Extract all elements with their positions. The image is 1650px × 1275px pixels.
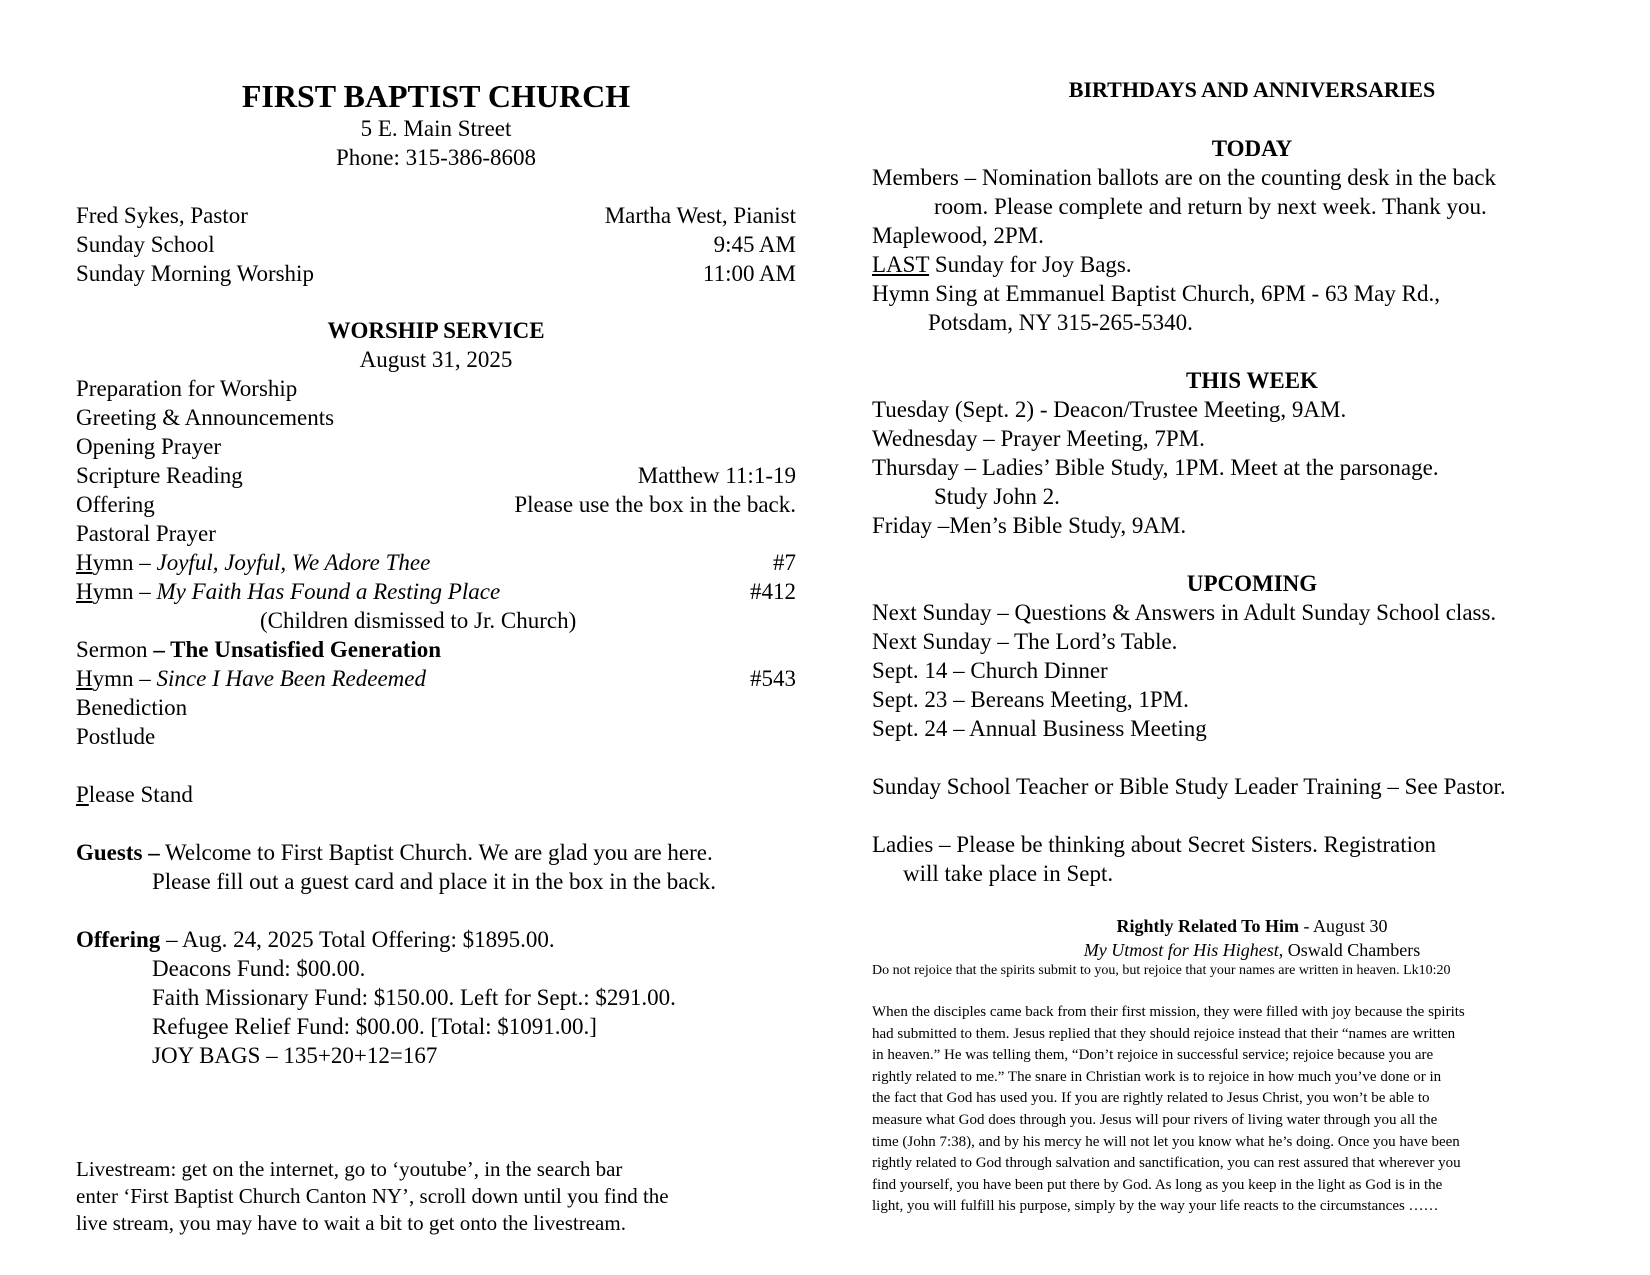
- children-note-row: [76, 606, 796, 635]
- guests-section: Guests – Welcome to First Baptist Church. We are glad you are here.: [76, 840, 713, 865]
- please-stand-note: Please Stand: [76, 782, 193, 807]
- sermon-title: – The Unsatisfied Generation: [153, 637, 442, 662]
- staff-right: 9:45 AM: [713, 232, 796, 257]
- sermon-item: [76, 635, 796, 664]
- hymn-item: [76, 548, 796, 577]
- order-label: Postlude: [76, 724, 156, 749]
- service-date: August 31, 2025: [359, 347, 513, 372]
- offering-line: Faith Missionary Fund: $150.00. Left for Sept.: $291.00.: [152, 985, 676, 1010]
- order-label: Offering: [76, 492, 155, 517]
- ladies-note-cont: will take place in Sept.: [903, 861, 1114, 886]
- order-label: Opening Prayer: [76, 434, 221, 459]
- today-item: Members – Nomination ballots are on the counting desk in the back: [872, 165, 1497, 190]
- devotional-verse: Do not rejoice that the spirits submit to you, but rejoice that your names are written in heaven. Lk10:20: [872, 963, 1451, 978]
- order-label: Preparation for Worship: [76, 376, 298, 401]
- week-item: Wednesday – Prayer Meeting, 7PM.: [872, 426, 1205, 451]
- week-item: Thursday – Ladies’ Bible Study, 1PM. Meet at the parsonage.: [872, 455, 1439, 480]
- ladies-note: Ladies – Please be thinking about Secret Sisters. Registration: [872, 832, 1437, 857]
- today-item-cont: Potsdam, NY 315-265-5340.: [928, 310, 1193, 335]
- church-address: 5 E. Main Street: [360, 116, 512, 141]
- upcoming-item: Next Sunday – Questions & Answers in Adult Sunday School class.: [872, 600, 1497, 625]
- order-item: [76, 519, 796, 548]
- order-label: Scripture Reading: [76, 463, 243, 488]
- week-item: Tuesday (Sept. 2) - Deacon/Trustee Meeting, 9AM.: [872, 397, 1347, 422]
- training-note: Sunday School Teacher or Bible Study Leader Training – See Pastor.: [872, 774, 1506, 799]
- guests-label: Guests –: [76, 840, 160, 865]
- hymn-title: Since I Have Been Redeemed: [156, 666, 426, 691]
- today-item-cont: room. Please complete and return by next week. Thank you.: [934, 194, 1487, 219]
- sermon-label: Sermon – The Unsatisfied Generation: [76, 637, 442, 662]
- offering-line: Refugee Relief Fund: $00.00. [Total: $1091.00.]: [152, 1014, 597, 1039]
- order-label: Benediction: [76, 695, 188, 720]
- devotional-source: My Utmost for His Highest, Oswald Chambers: [1083, 940, 1421, 960]
- staff-row: [76, 259, 796, 288]
- offering-line: JOY BAGS – 135+20+12=167: [152, 1043, 438, 1068]
- church-phone: Phone: 315-386-8608: [336, 145, 536, 170]
- order-item: [76, 374, 796, 403]
- birthdays-heading: BIRTHDAYS AND ANNIVERSARIES: [1068, 77, 1436, 102]
- hymn-number: #7: [773, 550, 796, 575]
- staff-row: [76, 201, 796, 230]
- order-item: [76, 403, 796, 432]
- offering-note: Please use the box in the back.: [514, 492, 796, 517]
- order-item: [76, 432, 796, 461]
- hymn-label: Hymn – My Faith Has Found a Resting Place: [76, 579, 501, 604]
- hymn-title: My Faith Has Found a Resting Place: [156, 579, 501, 604]
- order-item: [76, 461, 796, 490]
- week-item: Friday –Men’s Bible Study, 9AM.: [872, 513, 1187, 538]
- offering-line: Deacons Fund: $00.00.: [152, 956, 366, 981]
- upcoming-heading: UPCOMING: [1186, 571, 1318, 596]
- staff-row: [76, 230, 796, 259]
- children-note: (Children dismissed to Jr. Church): [260, 608, 577, 633]
- upcoming-item: Next Sunday – The Lord’s Table.: [872, 629, 1178, 654]
- upcoming-item: Sept. 23 – Bereans Meeting, 1PM.: [872, 687, 1189, 712]
- order-item: [76, 693, 796, 722]
- hymn-label: Hymn – Since I Have Been Redeemed: [76, 666, 426, 691]
- staff-right: Martha West, Pianist: [604, 203, 796, 228]
- service-title: WORSHIP SERVICE: [327, 318, 545, 343]
- hymn-title: Joyful, Joyful, We Adore Thee: [156, 550, 431, 575]
- scripture-ref: Matthew 11:1-19: [637, 463, 796, 488]
- today-item: LAST Sunday for Joy Bags.: [872, 252, 1132, 277]
- order-item: [76, 722, 796, 751]
- week-item-cont: Study John 2.: [934, 484, 1060, 509]
- today-item: Maplewood, 2PM.: [872, 223, 1044, 248]
- today-heading: TODAY: [1211, 136, 1293, 161]
- devotional-title: Rightly Related To Him - August 30: [1116, 916, 1388, 936]
- hymn-item: [76, 664, 796, 693]
- hymn-number: #543: [750, 666, 796, 691]
- hymn-number: #412: [750, 579, 796, 604]
- offering-label: Offering: [76, 927, 161, 952]
- staff-left: Sunday School: [76, 232, 215, 257]
- upcoming-item: Sept. 24 – Annual Business Meeting: [872, 716, 1207, 741]
- staff-left: Fred Sykes, Pastor: [76, 203, 248, 228]
- order-label: Pastoral Prayer: [76, 521, 216, 546]
- devotional-body: When the disciples came back from their first mission, they were filled with joy because the spirits had submitted to them. Jesus replied that they should rejoice instead that their “names are written in heaven.” He was telling them, “Don’t rejoice in successful service; rejoice because you are rightly related to me.” The snare in Christian work is to rejoice in how much you’ve done or in the fact that God has used you. If you are rightly related to Jesus Christ, you won’t be able to measure what God does through you. Jesus will pour rivers of living water through you all the time (John 7:38), and by his mercy he will not let you know what he’s doing. Once you have been rightly related to God through salvation and sanctification, you can rest assured that wherever you find yourself, you have been put there by God. As long as you keep in the light as God is in the light, you will fulfill his purpose, simply by the way your life reacts to the circumstances ……: [872, 1004, 1465, 1215]
- order-item: [76, 490, 796, 519]
- church-name: FIRST BAPTIST CHURCH: [241, 78, 631, 114]
- order-label: Greeting & Announcements: [76, 405, 335, 430]
- offering-summary: Offering – Aug. 24, 2025 Total Offering: $1895.00.: [76, 927, 555, 952]
- today-item: Hymn Sing at Emmanuel Baptist Church, 6PM - 63 May Rd.,: [872, 281, 1440, 306]
- livestream-note: Livestream: get on the internet, go to ‘youtube’, in the search bar enter ‘First Baptist Church Canton NY’, scroll down until you find the live stream, you may have to wait a bit to get onto the livestream.: [76, 1157, 669, 1235]
- hymn-item: [76, 577, 796, 606]
- staff-right: 11:00 AM: [702, 261, 796, 286]
- upcoming-item: Sept. 14 – Church Dinner: [872, 658, 1108, 683]
- this-week-heading: THIS WEEK: [1186, 368, 1318, 393]
- guests-line: Please fill out a guest card and place it in the box in the back.: [152, 869, 716, 894]
- staff-left: Sunday Morning Worship: [76, 261, 314, 286]
- hymn-label: Hymn – Joyful, Joyful, We Adore Thee: [76, 550, 431, 575]
